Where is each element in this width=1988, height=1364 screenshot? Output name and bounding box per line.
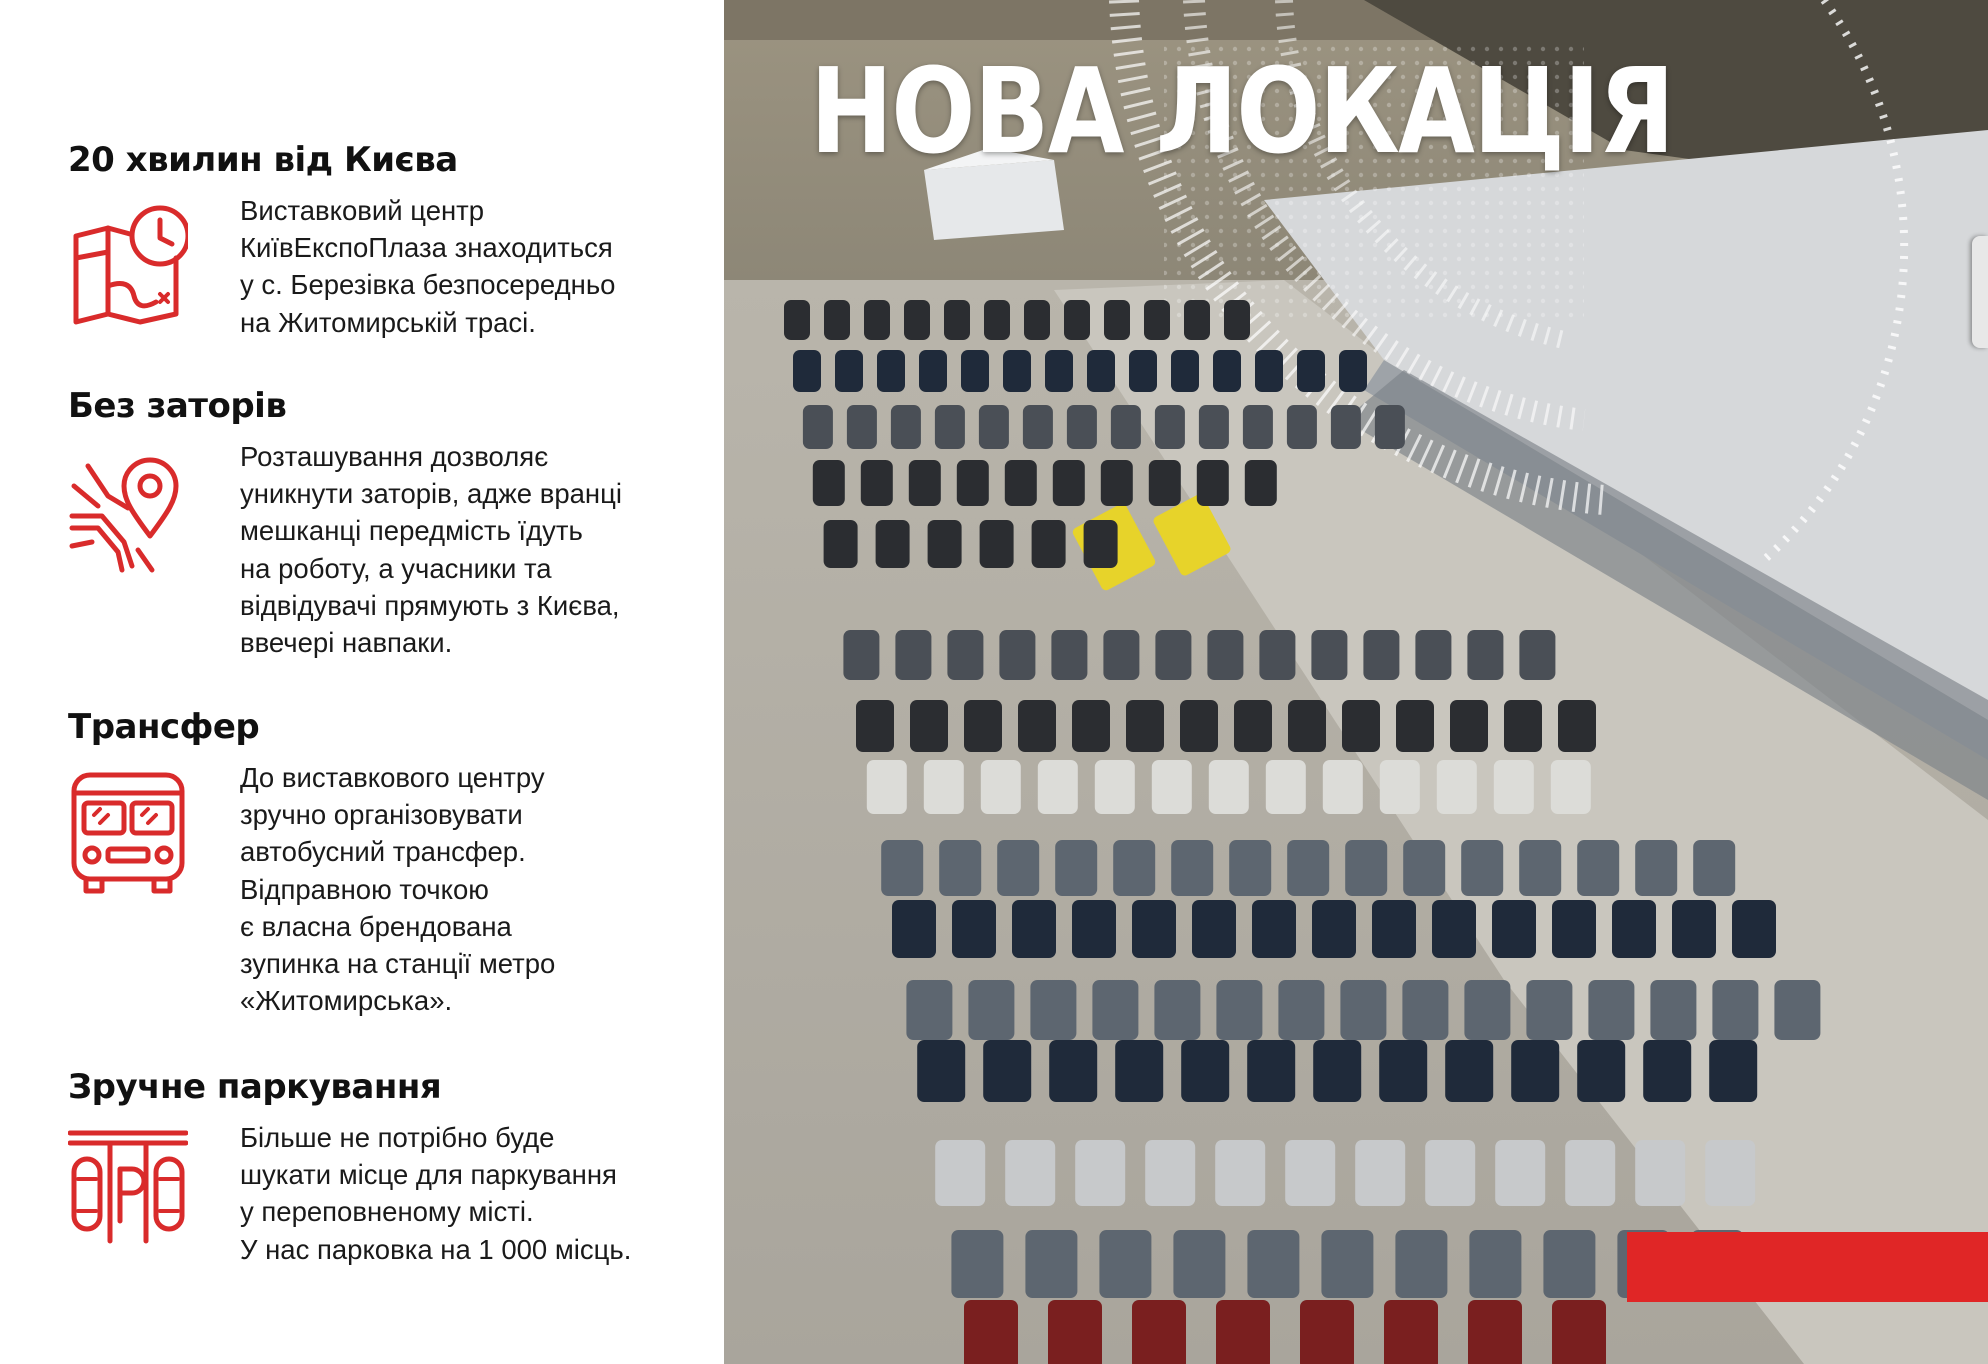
parked-car <box>1012 900 1056 958</box>
parked-car <box>1552 900 1596 958</box>
parked-car <box>1072 700 1110 752</box>
parked-car <box>1067 405 1097 449</box>
parked-car <box>1415 630 1451 680</box>
parked-car <box>1084 520 1118 568</box>
location-pin-traffic-icon <box>68 446 188 576</box>
section-text: Більше не потрібно буде шукати місце для паркування у переповненому місті. У нас парковка на 1 000 місць. <box>240 1122 632 1265</box>
parked-car <box>1199 405 1229 449</box>
parked-car <box>1099 1230 1151 1298</box>
parked-car <box>904 300 930 340</box>
parked-car <box>1103 630 1139 680</box>
parked-car <box>1312 900 1356 958</box>
parked-car <box>1154 980 1200 1040</box>
parked-car <box>1495 1140 1545 1206</box>
parked-car <box>843 630 879 680</box>
parked-car <box>1023 405 1053 449</box>
parked-car <box>891 405 921 449</box>
parked-car <box>861 460 893 506</box>
parked-car <box>1342 700 1380 752</box>
parked-car <box>947 630 983 680</box>
section-parking <box>68 1067 708 1265</box>
parked-car <box>1247 1230 1299 1298</box>
parked-car <box>1215 1140 1265 1206</box>
parked-car <box>983 1040 1031 1102</box>
parked-car <box>1030 980 1076 1040</box>
parked-car <box>1494 760 1534 814</box>
parked-car <box>1612 900 1656 958</box>
bus-icon <box>68 767 188 897</box>
map-clock-icon <box>68 198 188 328</box>
parked-car <box>1363 630 1399 680</box>
parked-car <box>935 1140 985 1206</box>
parked-car <box>1340 980 1386 1040</box>
parked-car <box>917 1040 965 1102</box>
parked-car <box>1588 980 1634 1040</box>
parked-car <box>835 350 863 392</box>
parked-car <box>847 405 877 449</box>
parked-car <box>1379 1040 1427 1102</box>
parked-car <box>906 980 952 1040</box>
parked-car <box>964 1300 1018 1364</box>
parked-car <box>1213 350 1241 392</box>
parked-car <box>1075 1140 1125 1206</box>
parked-car <box>1259 630 1295 680</box>
parked-car <box>1323 760 1363 814</box>
parked-car <box>1492 900 1536 958</box>
parked-car <box>864 300 890 340</box>
parked-car <box>1345 840 1387 896</box>
scroll-handle[interactable] <box>1972 236 1988 348</box>
parked-car <box>1155 405 1185 449</box>
parked-car <box>1152 760 1192 814</box>
parked-car <box>1266 760 1306 814</box>
parked-car <box>1565 1140 1615 1206</box>
parked-car <box>1216 1300 1270 1364</box>
parked-car <box>1053 460 1085 506</box>
parked-car <box>1732 900 1776 958</box>
info-column <box>0 0 724 1364</box>
parked-car <box>1396 700 1434 752</box>
parked-car <box>1712 980 1758 1040</box>
parked-car <box>1018 700 1056 752</box>
parked-car <box>1032 520 1066 568</box>
parked-car <box>813 460 845 506</box>
parked-car <box>1216 980 1262 1040</box>
parked-car <box>1171 350 1199 392</box>
accent-bar <box>1627 1232 1988 1302</box>
parked-car <box>1234 700 1272 752</box>
hero-title: НОВА ЛОКАЦІЯ <box>810 42 1674 180</box>
parked-car <box>1445 1040 1493 1102</box>
parked-car <box>1425 1140 1475 1206</box>
parked-car <box>1209 760 1249 814</box>
parked-car <box>1402 980 1448 1040</box>
parked-car <box>1048 1300 1102 1364</box>
parked-car <box>910 700 948 752</box>
parked-car <box>1184 300 1210 340</box>
parked-car <box>1171 840 1213 896</box>
parked-car <box>1245 460 1277 506</box>
parked-car <box>881 840 923 896</box>
parked-car <box>1072 900 1116 958</box>
parked-car <box>1287 840 1329 896</box>
parked-car <box>1705 1140 1755 1206</box>
aerial-photo <box>724 0 1988 1364</box>
parked-car <box>1285 1140 1335 1206</box>
parked-car <box>984 300 1010 340</box>
parked-car <box>1224 300 1250 340</box>
section-heading: Зручне паркування <box>68 1067 442 1107</box>
parked-car <box>1432 900 1476 958</box>
parked-car <box>919 350 947 392</box>
parked-car <box>961 350 989 392</box>
parked-car <box>1024 300 1050 340</box>
parked-car <box>1313 1040 1361 1102</box>
parked-car <box>924 760 964 814</box>
parked-car <box>981 760 1021 814</box>
parked-car <box>980 520 1014 568</box>
parked-car <box>1543 1230 1595 1298</box>
parked-car <box>968 980 1014 1040</box>
parked-car <box>1197 460 1229 506</box>
parked-car <box>1467 630 1503 680</box>
parked-car <box>1403 840 1445 896</box>
parked-car <box>1087 350 1115 392</box>
parked-car <box>1064 300 1090 340</box>
parked-car <box>1526 980 1572 1040</box>
parked-car <box>1095 760 1135 814</box>
parked-car <box>928 520 962 568</box>
parked-car <box>1243 405 1273 449</box>
parked-car <box>1355 1140 1405 1206</box>
parked-car <box>784 300 810 340</box>
parked-car <box>1180 700 1218 752</box>
parked-car <box>1003 350 1031 392</box>
section-distance <box>68 140 708 338</box>
parked-car <box>1111 405 1141 449</box>
section-heading: Без заторів <box>68 386 287 426</box>
parked-car <box>1145 1140 1195 1206</box>
parked-car <box>1395 1230 1447 1298</box>
section-text: Розташування дозволяє уникнути заторів, адже вранці мешканці передмість їдуть на роботу, а учасники та відвідувачі прямують з Києва, ввечері навпаки. <box>240 441 622 659</box>
parked-car <box>935 405 965 449</box>
parked-car <box>803 405 833 449</box>
parked-car <box>1311 630 1347 680</box>
parked-car <box>1577 1040 1625 1102</box>
parked-car <box>1650 980 1696 1040</box>
parked-car <box>1384 1300 1438 1364</box>
section-text: До виставкового центру зручно організовувати автобусний трансфер. Відправною точкою є власна брендована зупинка на станції метро «Житомирська». <box>240 762 556 1017</box>
section-heading: 20 хвилин від Києва <box>68 140 458 180</box>
parked-car <box>1577 840 1619 896</box>
parked-car <box>1113 840 1155 896</box>
parked-car <box>1229 840 1271 896</box>
parked-car <box>909 460 941 506</box>
parked-car <box>952 900 996 958</box>
parked-car <box>1297 350 1325 392</box>
parked-car <box>1173 1230 1225 1298</box>
parked-car <box>1558 700 1596 752</box>
parked-car <box>1038 760 1078 814</box>
parked-car <box>1504 700 1542 752</box>
parking-lot-illustration <box>724 0 1988 1364</box>
parked-car <box>1129 350 1157 392</box>
parked-car <box>999 630 1035 680</box>
parked-car <box>824 520 858 568</box>
parked-car <box>1005 1140 1055 1206</box>
parked-car <box>997 840 1039 896</box>
parked-car <box>1635 840 1677 896</box>
parked-car <box>1144 300 1170 340</box>
parked-car <box>793 350 821 392</box>
parked-car <box>1101 460 1133 506</box>
parked-car <box>1774 980 1820 1040</box>
parked-car <box>1469 1230 1521 1298</box>
parked-car <box>1255 350 1283 392</box>
parked-car <box>1375 405 1405 449</box>
parked-car <box>1055 840 1097 896</box>
parked-car <box>1132 900 1176 958</box>
parked-car <box>1372 900 1416 958</box>
parked-car <box>1126 700 1164 752</box>
parked-car <box>1207 630 1243 680</box>
parked-car <box>1300 1300 1354 1364</box>
parked-car <box>951 1230 1003 1298</box>
parked-car <box>1049 1040 1097 1102</box>
parked-car <box>1247 1040 1295 1102</box>
parked-car <box>876 520 910 568</box>
parked-car <box>1005 460 1037 506</box>
parked-car <box>1672 900 1716 958</box>
parked-car <box>979 405 1009 449</box>
parked-car <box>1025 1230 1077 1298</box>
parked-car <box>1278 980 1324 1040</box>
parking-icon <box>68 1123 188 1253</box>
parked-car <box>1339 350 1367 392</box>
parked-car <box>1643 1040 1691 1102</box>
parked-car <box>1450 700 1488 752</box>
parked-car <box>1252 900 1296 958</box>
parked-car <box>1552 1300 1606 1364</box>
parked-car <box>1181 1040 1229 1102</box>
parked-car <box>824 300 850 340</box>
parked-car <box>1437 760 1477 814</box>
section-heading: Трансфер <box>68 707 260 747</box>
parked-car <box>1132 1300 1186 1364</box>
parked-car <box>1149 460 1181 506</box>
parked-car <box>877 350 905 392</box>
parked-car <box>1635 1140 1685 1206</box>
parked-car <box>1045 350 1073 392</box>
parked-car <box>1468 1300 1522 1364</box>
parked-car <box>856 700 894 752</box>
parked-car <box>1288 700 1326 752</box>
parked-car <box>892 900 936 958</box>
section-transfer <box>68 707 708 1017</box>
parked-car <box>957 460 989 506</box>
parked-car <box>1551 760 1591 814</box>
parked-car <box>1519 630 1555 680</box>
section-text: Виставковий центр КиївЕкспоПлаза знаходиться у с. Березівка безпосередньо на Житомирській трасі. <box>240 195 616 338</box>
parked-car <box>1461 840 1503 896</box>
parked-car <box>895 630 931 680</box>
parked-car <box>964 700 1002 752</box>
parked-car <box>1321 1230 1373 1298</box>
parked-car <box>867 760 907 814</box>
parked-car <box>1519 840 1561 896</box>
parked-car <box>944 300 970 340</box>
parked-car <box>1464 980 1510 1040</box>
parked-car <box>1709 1040 1757 1102</box>
parked-car <box>1331 405 1361 449</box>
parked-car <box>1104 300 1130 340</box>
parked-car <box>1693 840 1735 896</box>
parked-car <box>1155 630 1191 680</box>
parked-car <box>1511 1040 1559 1102</box>
section-no-traffic <box>68 386 708 659</box>
parked-car <box>1115 1040 1163 1102</box>
parked-car <box>1051 630 1087 680</box>
parked-car <box>1092 980 1138 1040</box>
parked-car <box>1380 760 1420 814</box>
parked-car <box>1192 900 1236 958</box>
parked-car <box>939 840 981 896</box>
parked-car <box>1287 405 1317 449</box>
